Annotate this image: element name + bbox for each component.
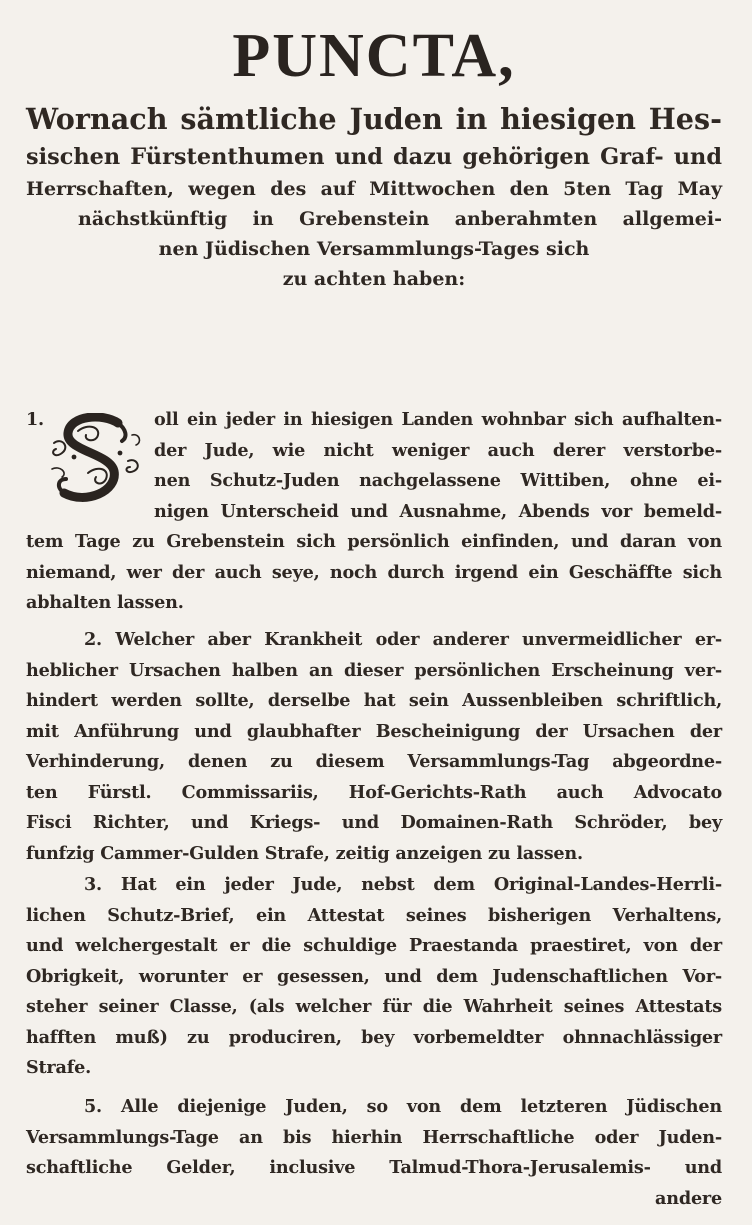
paragraph-line: oll ein jeder in hiesigen Landen wohnbar sich aufhalten-	[154, 409, 722, 430]
paragraph-line: Strafe.	[26, 1057, 91, 1078]
document-subtitle	[26, 98, 722, 294]
paragraph-line: ten Fürstl. Commissariis, Hof-Gerichts-Rath auch Advocato	[26, 781, 722, 803]
paragraph-line	[26, 1092, 722, 1123]
subtitle-line: zu achten haben:	[282, 268, 466, 290]
paragraph-number: 5.	[84, 1096, 102, 1117]
paragraph-line: hafften muß) zu produciren, bey vorbemeldter ohnnachlässiger	[26, 1026, 722, 1048]
paragraph-line: Verhinderung, denen zu diesem Versammlungs-Tag abgeordne-	[26, 751, 722, 772]
paragraph-line	[26, 625, 722, 656]
ornamental-dropcap-s-icon	[48, 413, 144, 505]
paragraph-number: 2.	[84, 629, 102, 650]
paragraph-line: Fisci Richter, und Kriegs- und Domainen-Rath Schröder, bey	[26, 812, 722, 833]
subtitle-line: nen Jüdischen Versammlungs-Tages sich	[158, 238, 590, 260]
paragraph-1	[26, 405, 722, 619]
paragraph-line: nigen Unterscheid und Ausnahme, Abends vor bemeld-	[154, 500, 722, 522]
paragraph-3	[26, 870, 722, 1084]
paragraph-line: niemand, wer der auch seye, noch durch irgend ein Geschäffte sich	[26, 561, 722, 583]
paragraph-line: Versammlungs-Tage an bis hierhin Herrschaftliche oder Juden-	[26, 1126, 722, 1148]
paragraph-number: 3.	[84, 874, 102, 895]
subtitle-line: sischen Fürstenthumen und dazu gehörigen Graf- und	[26, 144, 722, 170]
paragraph-line: Obrigkeit, worunter er gesessen, und dem Judenschaftlichen Vor-	[26, 965, 722, 987]
subtitle-line: Herrschaften, wegen des auf Mittwochen den 5ten Tag May	[26, 178, 722, 200]
paragraph-line-text: Welcher aber Krankheit oder anderer unvermeidlicher er-	[115, 629, 722, 650]
paragraph-2	[26, 625, 722, 869]
paragraph-line: tem Tage zu Grebenstein sich persönlich einfinden, und daran von	[26, 531, 722, 552]
paragraph-line	[26, 870, 722, 901]
paragraph-line: mit Anführung und glaubhafter Bescheinigung der Ursachen der	[26, 720, 722, 742]
document-title: PUNCTA,	[232, 22, 516, 90]
paragraph-line: andere	[655, 1187, 722, 1209]
paragraph-line: heblicher Ursachen halben an dieser persönlichen Erscheinung ver-	[26, 659, 722, 681]
paragraph-line: nen Schutz-Juden nachgelassene Wittiben, ohne ei-	[154, 470, 722, 491]
paragraph-line: der Jude, wie nicht weniger auch derer verstorbe-	[154, 439, 722, 461]
paragraph-line: und welchergestalt er die schuldige Praestanda praestiret, von der	[26, 935, 722, 956]
paragraph-line: abhalten lassen.	[26, 592, 184, 613]
paragraph-line-text: Hat ein jeder Jude, nebst dem Original-Landes-Herrli-	[120, 874, 722, 895]
subtitle-line: nächstkünftig in Grebenstein anberahmten allgemei-	[78, 208, 722, 230]
subtitle-line: Wornach sämtliche Juden in hiesigen Hes-	[26, 102, 722, 136]
paragraph-line: funfzig Cammer-Gulden Strafe, zeitig anzeigen zu lassen.	[26, 842, 583, 864]
paragraph-line: steher seiner Classe, (als welcher für die Wahrheit seines Attestats	[26, 996, 722, 1017]
paragraph-line: hindert werden sollte, derselbe hat sein Aussenbleiben schriftlich,	[26, 690, 722, 711]
paragraph-line-text: Alle diejenige Juden, so von dem letzteren Jüdischen	[120, 1096, 722, 1117]
dropcap-block	[26, 405, 152, 505]
paragraph-5	[26, 1092, 722, 1214]
paragraph-number: 1.	[26, 409, 44, 430]
paragraph-line: schaftliche Gelder, inclusive Talmud-Thora-Jerusalemis- und	[26, 1157, 722, 1178]
paragraph-line: lichen Schutz-Brief, ein Attestat seines bisherigen Verhaltens,	[26, 904, 722, 926]
